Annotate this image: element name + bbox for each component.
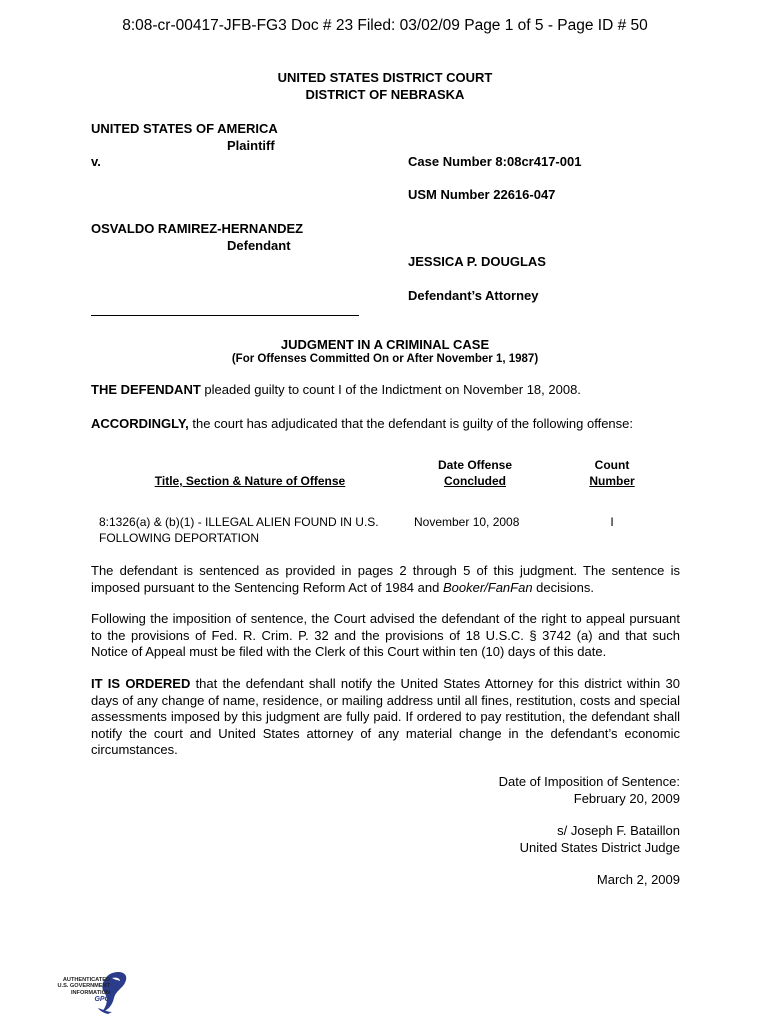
- signed-date: March 2, 2009: [596, 872, 680, 887]
- plaintiff-name: UNITED STATES OF AMERICA: [91, 121, 278, 136]
- sentence-paragraph: The defendant is sentenced as provided in pages 2 through 5 of this judgment. The sentence is imposed pursuant to the Sentencing Reform Act of 1984 and Booker/FanFan decisions.: [91, 563, 680, 595]
- ordered-text: that the defendant shall notify the United States Attorney for this district within 30 days of any change of name, residence, or mailing address until all fines, restitution, costs and special assessments imposed by this judgment are fully paid. If ordered to pay restitution, the defendant shall notify the court and United States attorney of any material change in the defendant’s economic circumstances.: [91, 676, 680, 757]
- gpo-authentication-seal: AUTHENTICATED U.S. GOVERNMENT INFORMATION GPO: [38, 968, 133, 1014]
- judgment-title: JUDGMENT IN A CRIMINAL CASE: [280, 337, 490, 352]
- usm-number: USM Number 22616-047: [408, 187, 556, 202]
- ordered-paragraph: [91, 676, 680, 759]
- attorney-role: Defendant’s Attorney: [408, 288, 539, 303]
- offense-description: 8:1326(a) & (b)(1) - ILLEGAL ALIEN FOUND IN U.S. FOLLOWING DEPORTATION: [99, 515, 379, 545]
- accordingly-paragraph: [91, 416, 680, 433]
- judge-block: [380, 823, 680, 856]
- header-count-number: Count Number: [589, 458, 635, 488]
- ordered-lead: IT IS ORDERED: [91, 676, 191, 691]
- judgment-subtitle: (For Offenses Committed On or After November 1, 1987): [231, 353, 539, 365]
- versus-label: v.: [91, 154, 101, 169]
- judge-title: United States District Judge: [519, 839, 680, 855]
- defendant-role: Defendant: [227, 238, 291, 253]
- judge-signature: s/ Joseph F. Bataillon: [557, 823, 680, 838]
- offense-date: November 10, 2008: [414, 515, 520, 529]
- imposition-date: February 20, 2009: [573, 790, 680, 806]
- court-name: UNITED STATES DISTRICT COURT: [277, 70, 493, 85]
- header-offense-title: Title, Section & Nature of Offense: [154, 474, 346, 488]
- appeal-paragraph: Following the imposition of sentence, the Court advised the defendant of the right to appeal pursuant to the provisions of Fed. R. Crim. P. 32 and the provisions of 18 U.S.C. § 3742 (a) and that such Notice of Appeal must be filed with the Clerk of this Court within ten (10) days of this date.: [91, 611, 680, 659]
- offense-count: I: [610, 515, 614, 529]
- caption-divider: [91, 315, 359, 316]
- header-date-offense: Date Offense Concluded: [437, 458, 513, 488]
- imposition-block: [380, 774, 680, 807]
- defendant-name: OSVALDO RAMIREZ-HERNANDEZ: [91, 221, 304, 236]
- docket-stamp: 8:08-cr-00417-JFB-FG3 Doc # 23 Filed: 03/02/09 Page 1 of 5 - Page ID # 50: [122, 17, 648, 34]
- court-district: DISTRICT OF NEBRASKA: [305, 87, 465, 102]
- accordingly-lead: ACCORDINGLY,: [91, 416, 189, 431]
- booker-fanfan: Booker/FanFan: [442, 579, 533, 595]
- accordingly-text: the court has adjudicated that the defendant is guilty of the following offense:: [188, 416, 633, 431]
- case-number: Case Number 8:08cr417-001: [408, 154, 582, 169]
- attorney-name: JESSICA P. DOUGLAS: [408, 254, 546, 269]
- defendant-text: pleaded guilty to count I of the Indictment on November 18, 2008.: [200, 382, 581, 397]
- defendant-lead: THE DEFENDANT: [91, 382, 201, 397]
- imposition-label: Date of Imposition of Sentence:: [498, 774, 680, 789]
- plaintiff-role: Plaintiff: [227, 138, 275, 153]
- defendant-plea-paragraph: [91, 382, 680, 399]
